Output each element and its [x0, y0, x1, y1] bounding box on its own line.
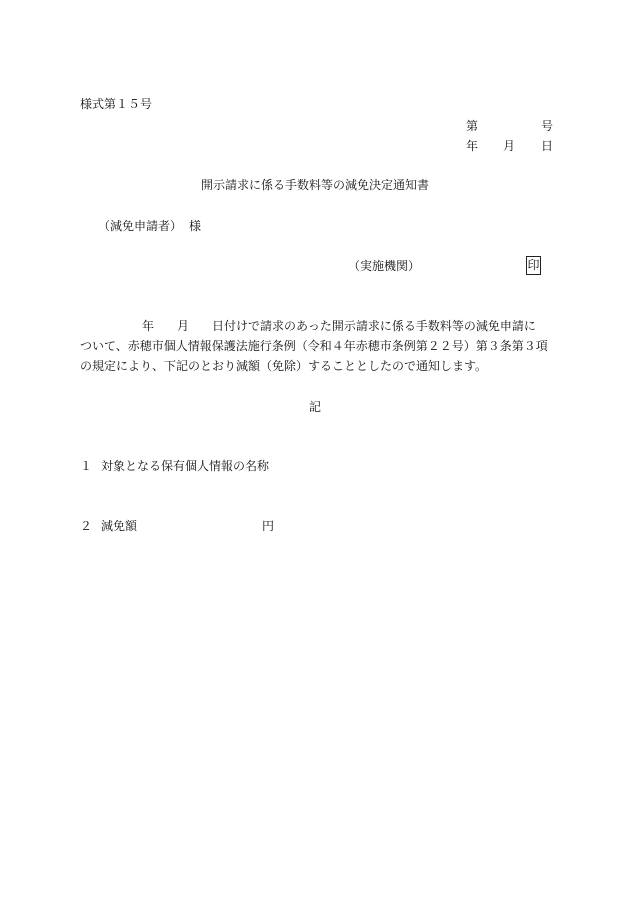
applicant-honorific: 様	[189, 219, 202, 233]
date-month-label: 月	[503, 139, 516, 153]
ki-heading: 記	[308, 400, 321, 414]
body-year-label: 年	[142, 319, 155, 333]
item-1-label: 対象となる保有個人情報の名称	[101, 459, 270, 473]
issue-number-suffix: 号	[541, 119, 554, 133]
body-line-1-text: 日付けで請求のあった開示請求に係る手数料等の減免申請に	[212, 319, 536, 333]
item-2-number: ２	[80, 519, 93, 533]
body-line-2: ついて、赤穂市個人情報保護法施行条例（令和４年赤穂市条例第２２号）第３条第３項	[80, 339, 548, 353]
body-month-label: 月	[177, 319, 190, 333]
applicant-label: （減免申請者）	[98, 219, 183, 233]
date-day-label: 日	[541, 139, 554, 153]
issue-number-label: 第	[466, 119, 479, 133]
seal-mark: 印	[526, 256, 541, 275]
item-1-number: １	[80, 459, 93, 473]
item-2-unit: 円	[262, 519, 275, 533]
body-line-1	[80, 316, 560, 336]
agency-label: （実施機関）	[348, 259, 421, 273]
document-title: 開示請求に係る手数料等の減免決定通知書	[200, 178, 429, 192]
body-line-3: の規定により、下記のとおり減額（免除）することとしたので通知します。	[80, 359, 488, 373]
body-paragraph	[80, 316, 560, 376]
form-number: 様式第１５号	[80, 97, 153, 111]
item-2-label: 減免額	[101, 519, 138, 533]
date-year-label: 年	[466, 139, 479, 153]
